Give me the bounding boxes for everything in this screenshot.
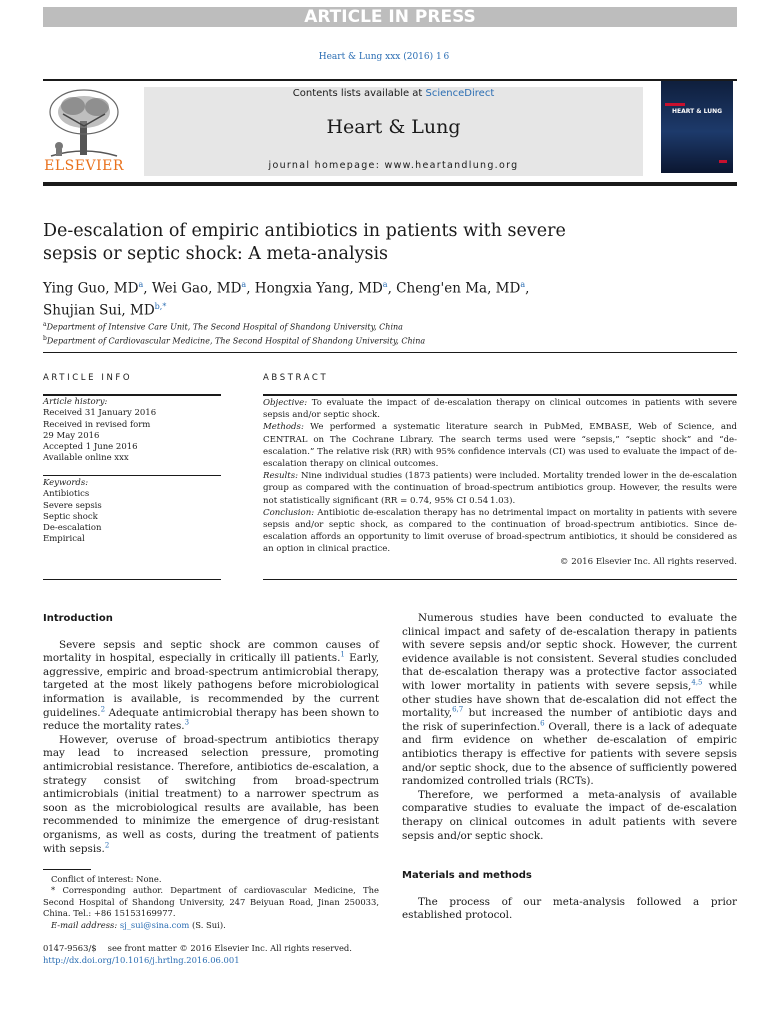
affiliation-item — [43, 333, 643, 347]
article-title: De-escalation of empiric antibiotics in patients with severe sepsis or septic shock: A meta-analysis — [43, 221, 566, 264]
history-item: Received 31 January 2016 — [43, 408, 157, 419]
body-paragraph — [402, 612, 737, 789]
objective-text: To evaluate the impact of de-escalation therapy on clinical outcomes in patients with severe sepsis and/or septic shock. — [263, 398, 737, 421]
abstract-body — [263, 397, 737, 568]
email-footnote — [43, 920, 379, 931]
article-in-press-banner: ARTICLE IN PRESS — [43, 7, 737, 27]
author-name: Shujian Sui, MD — [43, 302, 155, 318]
body-paragraph — [43, 734, 379, 856]
article-info-bottom-rule — [43, 579, 221, 580]
results-text: Nine individual studies (1873 patients) were included. Mortality trended lower in the de-escalation group as compared with the continuation of broad-spectrum antibiotics group. However, the results were not statistically significant (RR = 0.74, 95% CI 0.54 1.03). — [263, 471, 737, 506]
affiliation-ref-link[interactable]: a — [138, 280, 144, 289]
masthead-bottom-rule — [43, 182, 737, 186]
reference-link[interactable]: 6,7 — [452, 705, 464, 714]
methods-label: Methods: — [263, 422, 304, 433]
author-name: Cheng'en Ma, MD — [396, 280, 521, 297]
affiliation-ref-link[interactable]: a — [241, 280, 247, 289]
body-right-column — [402, 612, 737, 923]
body-paragraph: The process of our meta-analysis followed a prior established protocol. — [402, 895, 737, 922]
affiliation-item — [43, 319, 643, 333]
history-label: Article history: — [43, 397, 108, 407]
methods-heading: Materials and methods — [402, 870, 532, 882]
affiliation-ref-link[interactable]: a — [520, 280, 526, 289]
affiliation-rule — [43, 352, 737, 353]
affiliation-mark: a — [43, 321, 47, 328]
affiliation-ref-link[interactable]: b,* — [154, 301, 167, 311]
paragraph-text: Adequate antimicrobial therapy has been shown to reduce the mortality rates. — [43, 706, 379, 733]
corresponding-footnote: * Corresponding author. Department of cardiovascular Medicine, The Second Hospital of Shandong University, 247 Beiyuan Road, Jinan 250033, China. Tel.: +86 15153169977. — [43, 885, 379, 919]
abstract-conclusion — [263, 507, 737, 556]
issn-block — [43, 942, 443, 966]
footnotes — [43, 874, 379, 931]
cover-accent — [665, 103, 685, 106]
body-paragraph: Therefore, we performed a meta-analysis of available comparative studies to evaluate the impact of de-escalation therapy on clinical outcomes in adult patients with severe sepsis and/or septic shock. — [402, 788, 737, 842]
journal-citation-link[interactable]: Heart & Lung xxx (2016) 1 6 — [318, 52, 450, 62]
abstract-bottom-rule — [263, 579, 737, 580]
author-name: Hongxia Yang, MD — [254, 280, 383, 297]
abstract-rule — [263, 394, 737, 396]
elsevier-wordmark: ELSEVIER — [44, 158, 124, 174]
sciencedirect-link[interactable]: ScienceDirect — [425, 88, 495, 99]
history-item: Available online xxx — [43, 453, 129, 464]
keywords — [43, 478, 223, 546]
cover-accent-lower — [719, 160, 727, 163]
reference-link[interactable]: 3 — [184, 718, 190, 727]
author-list — [43, 276, 643, 319]
reference-link[interactable]: 4,5 — [691, 678, 703, 687]
author-separator: , — [525, 280, 530, 297]
author-name: Wei Gao, MD — [151, 280, 242, 297]
objective-label: Objective: — [263, 398, 308, 408]
article-info-heading: ARTICLE INFO — [43, 373, 133, 383]
abstract-results — [263, 470, 737, 507]
issn-line: 0147-9563/$ see front matter © 2016 Elsevier Inc. All rights reserved. — [43, 943, 352, 953]
paragraph-text: while other studies have shown that de-escalation did not effect the mortality, — [402, 679, 737, 720]
results-label: Results: — [263, 471, 299, 482]
reference-link[interactable]: 2 — [104, 841, 110, 850]
contents-line — [144, 87, 643, 101]
methods-text: We performed a systematic literature search in PubMed, EMBASE, Web of Science, and CENTRAL on The Cochrane Library. The search terms used were “sepsis,” “septic shock” and “de-escalation.” The relative risk (RR) with 95% confidence intervals (CI) was used to evaluate the impact of de-escalation therapy on clinical outcomes. — [263, 422, 737, 470]
conclusion-text: Antibiotic de-escalation therapy has no detrimental impact on mortality in patients with severe sepsis and/or septic shock, as compared to the continuation of broad-spectrum antibiotics. Since de-escalation affords an opportunity to limit overuse of broad-spectrum antibiotics, it should be considered as an option in clinical practice. — [263, 507, 737, 555]
reference-link[interactable]: 2 — [100, 705, 106, 714]
affiliation-list — [43, 319, 643, 346]
email-link[interactable]: sj_sui@sina.com — [119, 919, 190, 930]
body-paragraph — [43, 639, 379, 734]
history-keywords-rule — [43, 475, 221, 476]
contents-prefix: Contents lists available at — [292, 88, 426, 99]
abstract-copyright: © 2016 Elsevier Inc. All rights reserved. — [559, 556, 737, 567]
article-info-rule — [43, 394, 221, 396]
keyword-item: Empirical — [43, 534, 85, 545]
reference-link[interactable]: 6 — [540, 719, 545, 728]
paragraph-text: Overall, there is a lack of adequate and firm evidence on whether de-escalation of empiric antibiotics therapy is effective for patients with severe sepsis and/or septic shock, due to the absence of sufficiently powered randomized controlled trials (RCTs). — [402, 720, 737, 788]
affiliation-mark: b — [43, 334, 47, 342]
paragraph-text: Early, aggressive, empiric and broad-spectrum antimicrobial therapy, targeted at the most likely pathogens before microbiological information is available, is recommended by the current guidelines. — [43, 652, 380, 719]
paragraph-text: However, overuse of broad-spectrum antibiotics therapy may lead to increased selection pressure, promoting antimicrobial resistance. Therefore, antibiotics de-escalation, a strategy consist of switching from broad-spectrum antimicrobials (initial treatment) to a narrower spectrum as soon as the microbiological results are available, has been recommended to minimize the emergence of drug-resistant organisms, as well as costs, during the treatment of patients with sepsis. — [43, 733, 379, 855]
keyword-item: Severe sepsis — [43, 500, 102, 511]
author-separator: , — [246, 280, 255, 297]
author-separator: , — [143, 280, 152, 297]
paragraph-text: Numerous studies have been conducted to evaluate the clinical impact and safety of de-escalation therapy in patients with severe sepsis and/or septic shock. However, the current evidence available is not consistent. Several studies concluded that de-escalation therapy was a protective factor associated with lower mortality in patients with severe sepsis, — [402, 612, 737, 692]
masthead-top-rule — [43, 79, 737, 81]
email-suffix: (S. Sui). — [189, 919, 226, 930]
journal-name: Heart & Lung — [326, 116, 461, 138]
email-label: E-mail address: — [51, 919, 118, 930]
author-name: Ying Guo, MD — [43, 280, 139, 297]
doi-link[interactable]: http://dx.doi.org/10.1016/j.hrtlng.2016.06.001 — [43, 955, 240, 965]
keyword-item: De-escalation — [43, 523, 102, 534]
body-left-column — [43, 612, 379, 856]
affiliation-text: Department of Intensive Care Unit, The Second Hospital of Shandong University, China — [46, 322, 403, 332]
footnote-rule — [43, 869, 91, 870]
history-item: 29 May 2016 — [43, 430, 100, 441]
author-separator: , — [387, 280, 397, 297]
abstract-objective — [263, 397, 737, 421]
abstract-methods — [263, 421, 737, 470]
journal-homepage[interactable]: journal homepage: www.heartandlung.org — [268, 160, 519, 171]
conflict-footnote: Conflict of interest: None. — [51, 874, 162, 884]
introduction-heading: Introduction — [43, 613, 113, 624]
journal-cover-thumbnail[interactable] — [661, 81, 733, 173]
reference-link[interactable]: 1 — [340, 650, 345, 659]
abstract-heading: ABSTRACT — [263, 373, 329, 383]
paragraph-text: Severe sepsis and septic shock are common causes of mortality in hospital, especially in critically ill patients. — [43, 638, 379, 665]
keyword-item: Septic shock — [43, 511, 98, 522]
affiliation-text: Department of Cardiovascular Medicine, The Second Hospital of Shandong University, China — [46, 336, 426, 346]
cover-title: HEART & LUNG — [671, 108, 723, 115]
paragraph-text: but increased the number of antibiotic days and the risk of superinfection. — [402, 707, 737, 733]
keyword-item: Antibiotics — [43, 489, 90, 500]
keywords-label: Keywords: — [43, 478, 89, 488]
article-history — [43, 397, 223, 465]
affiliation-ref-link[interactable]: a — [382, 280, 388, 289]
history-item: Accepted 1 June 2016 — [43, 442, 138, 453]
conclusion-label: Conclusion: — [263, 507, 315, 518]
history-item: Received in revised form — [43, 419, 151, 430]
